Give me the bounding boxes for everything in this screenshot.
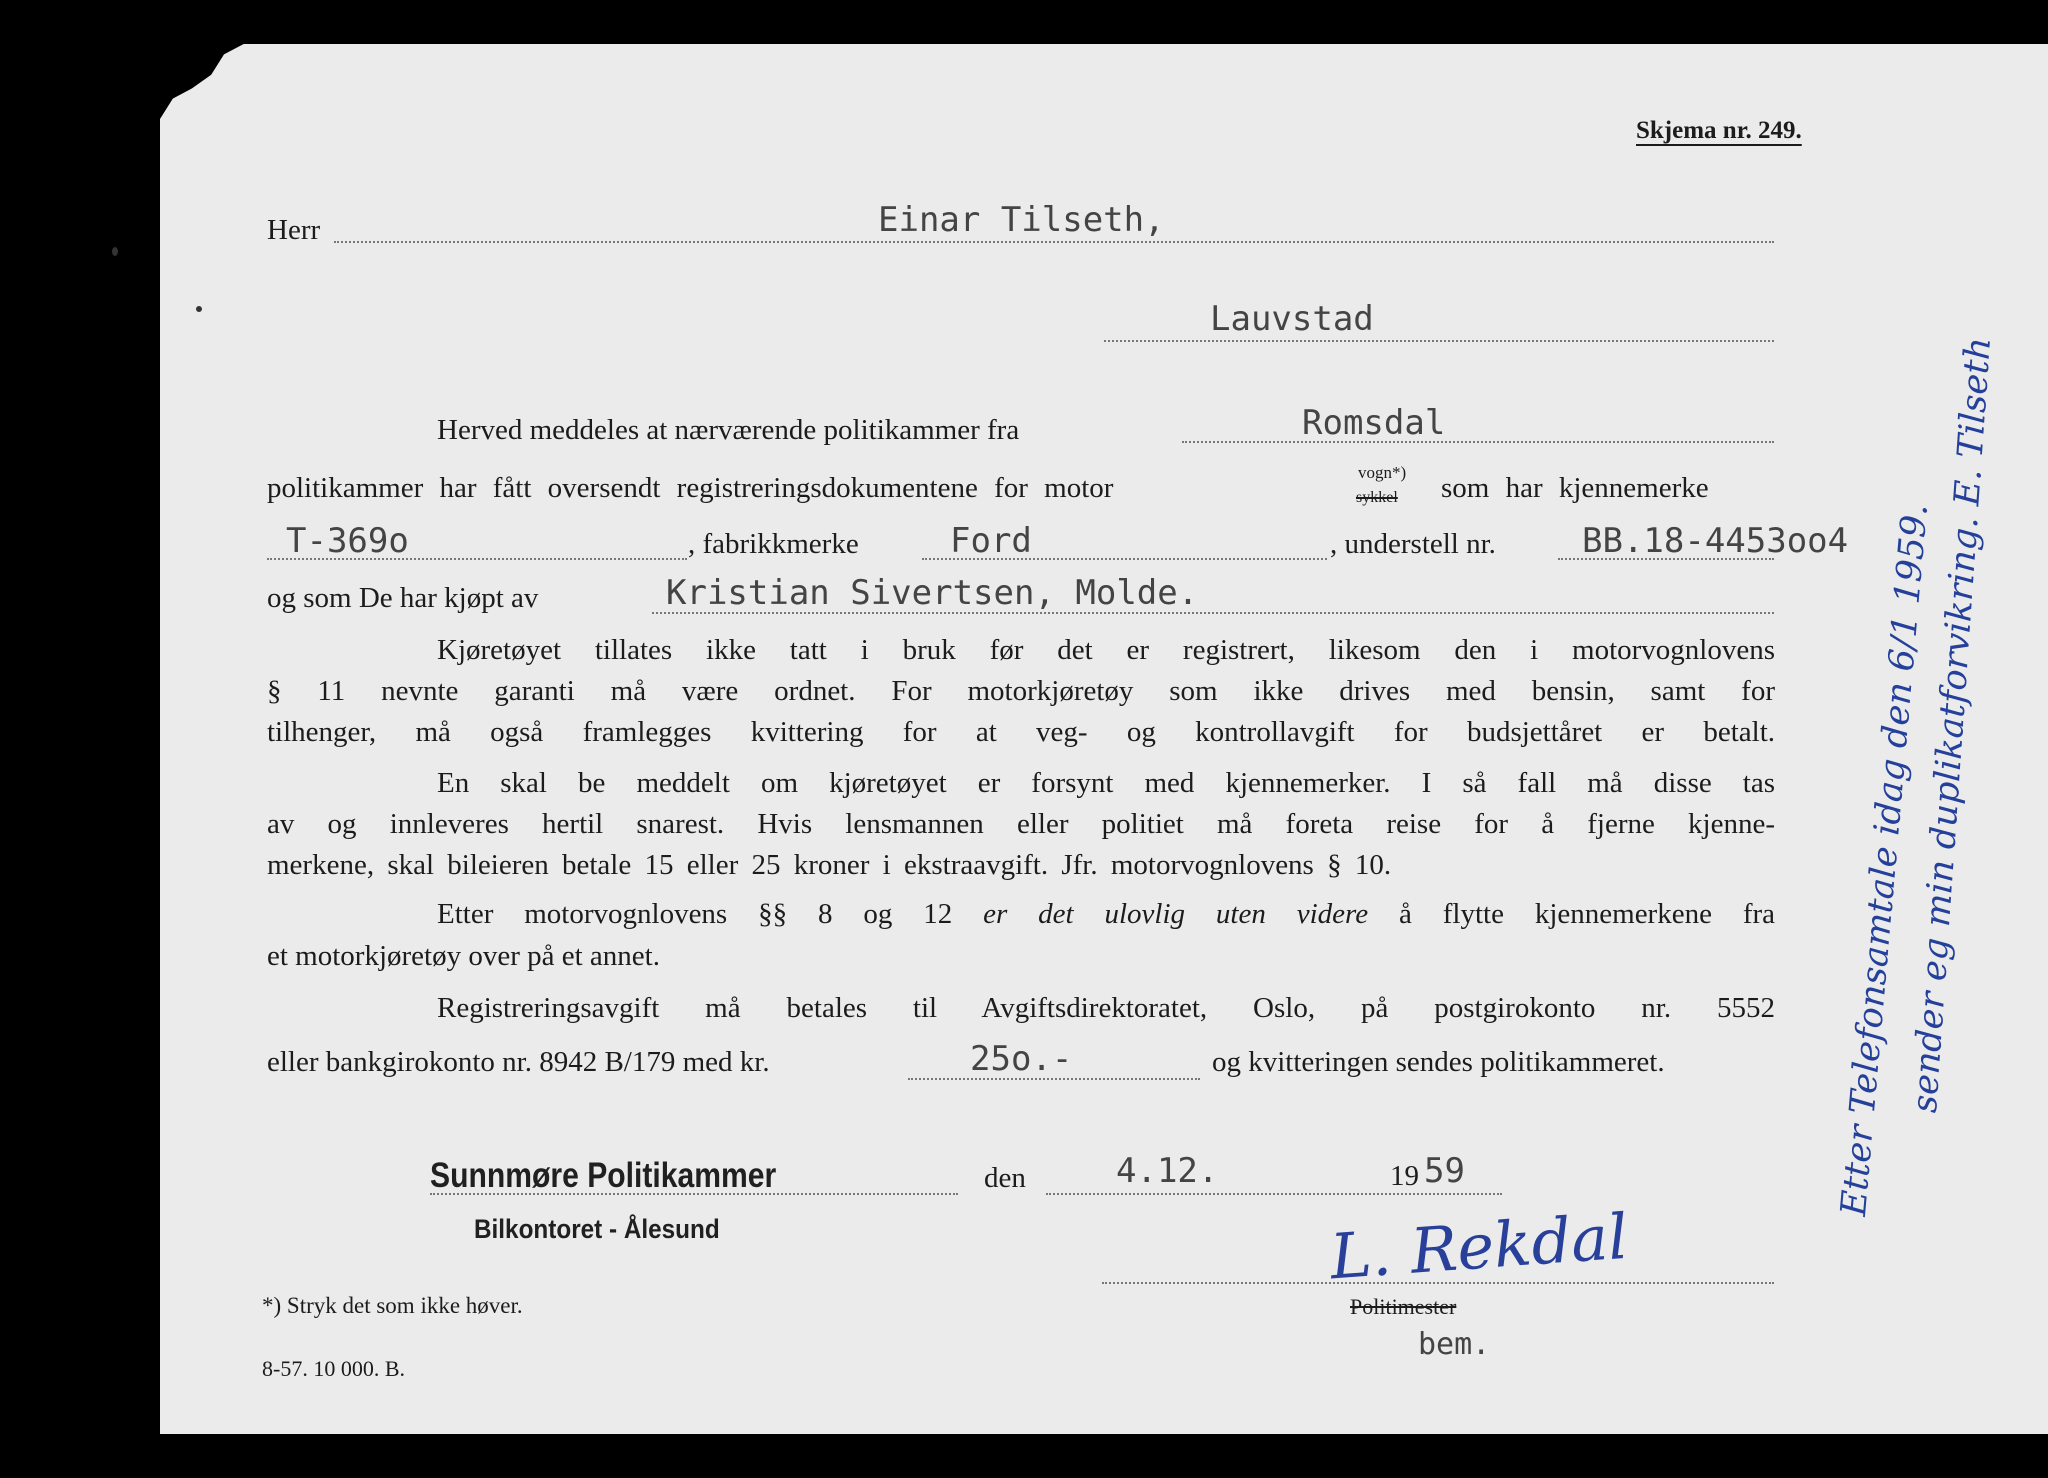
signature: L. Rekdal [1327, 1199, 1631, 1294]
p1-line2: § 11 nevnte garanti må være ordnet. For motorkjøretøy som ikke drives med bensin, samt for [267, 675, 1775, 707]
herr-label: Herr [267, 214, 321, 246]
p3-text-italic: er det ulovlig uten videre [983, 898, 1369, 930]
p1-line1: Kjøretøyet tillates ikke tatt i bruk før det er registrert, likesom den i motorvognlovens [437, 634, 1775, 666]
intro-text: Herved meddeles at nærværende politikammer fra [437, 414, 1020, 446]
signature-dotted-line [1102, 1282, 1774, 1284]
year-prefix: 19 [1390, 1160, 1419, 1192]
fabrikkmerke-label: , fabrikkmerke [688, 528, 859, 560]
title-bem: bem. [1418, 1327, 1491, 1362]
chassis-number: BB.18-4453oo4 [1582, 521, 1849, 561]
from-district: Romsdal [1302, 403, 1446, 443]
p2-line1: En skal be meddelt om kjøretøyet er forsynt med kjennemerker. I så fall må disse tas [437, 767, 1775, 799]
p4-line2-a: eller bankgirokonto nr. 8942 B/179 med kr. [267, 1046, 770, 1078]
p4-line2-b: og kvitteringen sendes politikammeret. [1212, 1046, 1665, 1078]
stamp-department: Bilkontoret - Ålesund [474, 1214, 720, 1244]
p3-text-a: Etter motorvognlovens §§ 8 og 12 [437, 898, 953, 930]
date-label: den [984, 1162, 1026, 1194]
herr-dotted-line [334, 241, 1774, 243]
title-struck: Politimester [1350, 1294, 1457, 1319]
p3-line2: et motorkjøretøy over på et annet. [267, 940, 660, 972]
office-dotted-line [430, 1193, 958, 1195]
year-suffix: 59 [1424, 1151, 1465, 1191]
speck [112, 247, 118, 256]
p1-line3: tilhenger, må også framlegges kvittering for at veg- og kontrollavgift for budsjettåret er betalt. [267, 716, 1775, 748]
seller: Kristian Sivertsen, Molde. [666, 573, 1199, 613]
make: Ford [950, 521, 1032, 561]
p3-text-c: å flytte kjennemerkene fra [1399, 898, 1776, 930]
district-dotted-line [1182, 441, 1774, 443]
recipient-place: Lauvstad [1210, 299, 1374, 339]
p2-line2: av og innleveres hertil snarest. Hvis lensmannen eller politiet må foreta reise for å fjerne kjenne- [267, 808, 1775, 840]
motor-option-struck: sykkel [1356, 489, 1398, 506]
footnote: *) Stryk det som ikke høver. [262, 1293, 523, 1318]
date-value: 4.12. [1116, 1151, 1219, 1191]
line2-text-a: politikammer har fått oversendt registreringsdokumentene for motor [267, 472, 1114, 504]
stamp-office: Sunnmøre Politikammer [430, 1156, 777, 1195]
form-number: Skjema nr. 249. [1636, 117, 1802, 144]
motor-option-top: vogn*) [1358, 463, 1407, 482]
fee-amount: 25o.- [970, 1039, 1073, 1079]
p4-line1: Registreringsavgift må betales til Avgiftsdirektoratet, Oslo, på postgirokonto nr. 5552 [437, 992, 1775, 1024]
p2-line3: merkene, skal bileieren betale 15 eller 25 kroner i ekstraavgift. Jfr. motorvognlovens § 10. [267, 849, 1392, 881]
date-dotted-line [1046, 1193, 1502, 1195]
p3-line1 [437, 900, 1775, 929]
recipient-name: Einar Tilseth, [878, 200, 1165, 240]
line2-text-b: som har kjennemerke [1441, 472, 1709, 504]
understell-label: , understell nr. [1330, 528, 1496, 560]
place-dotted-line [1104, 340, 1774, 342]
speck [196, 306, 202, 312]
bought-from-label: og som De har kjøpt av [267, 582, 539, 614]
print-info: 8-57. 10 000. B. [262, 1356, 405, 1381]
registration-plate: T-369o [286, 521, 409, 561]
